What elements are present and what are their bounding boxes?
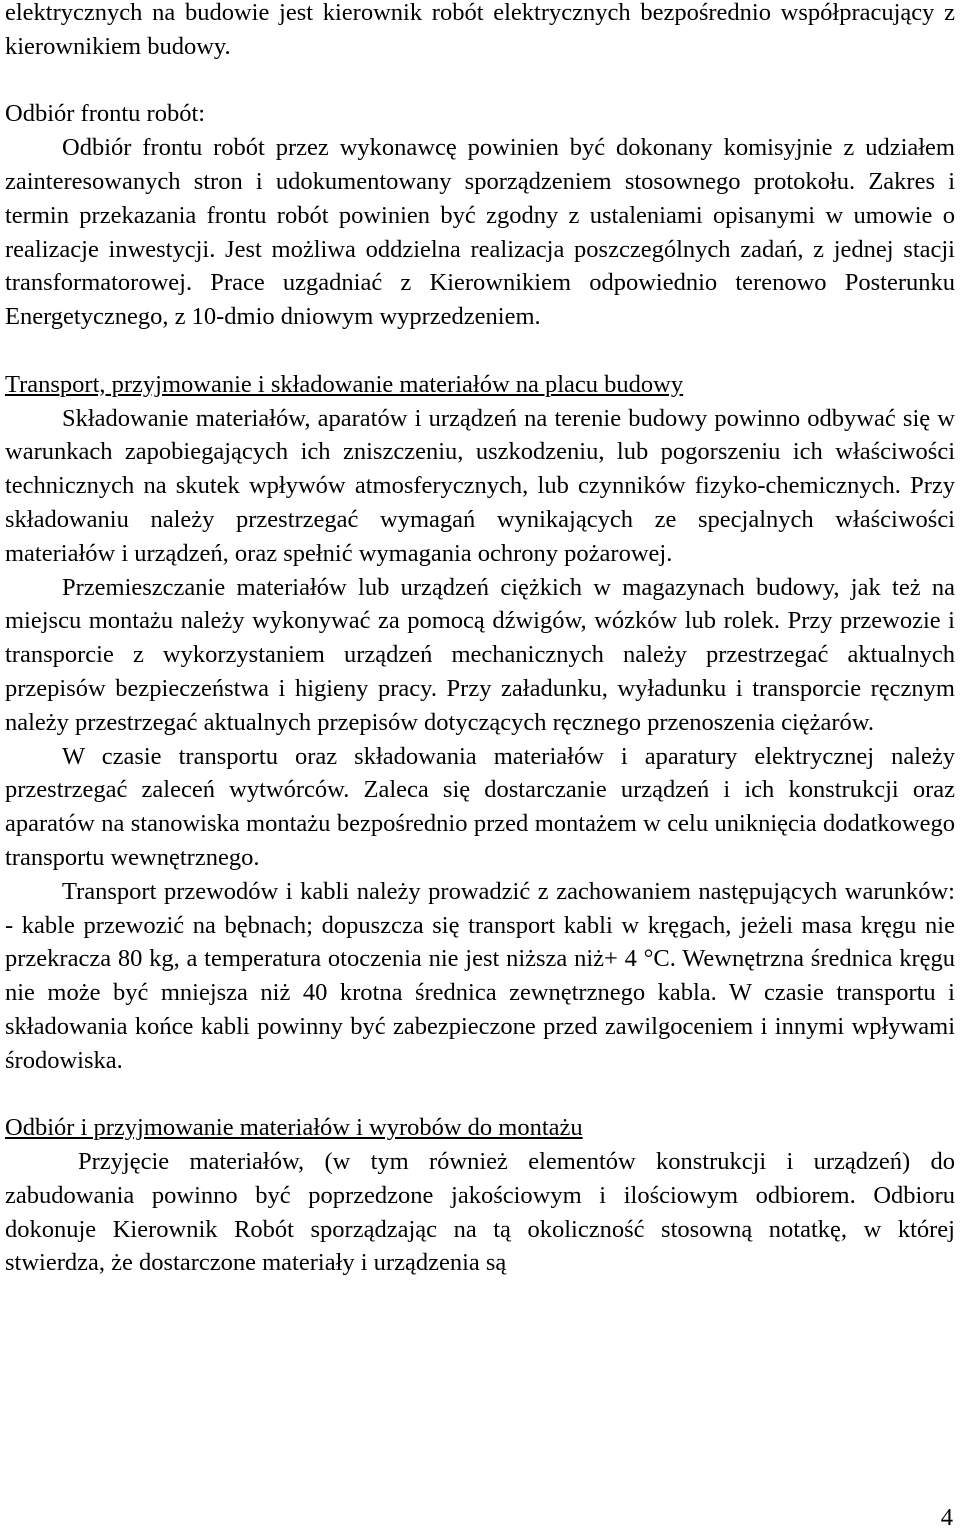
paragraph-manufacturer-recommendations: W czasie transportu oraz składowania materiałów i aparatury elektrycznej należy przestrzegać zaleceń wytwórców. Zaleca się dostarczanie urządzeń i ich konstrukcji oraz aparatów na stanowiska montażu bezpośrednio przed montażem w celu uniknięcia dodatkowego transportu wewnętrznego. bbox=[5, 742, 955, 871]
page-number: 4 bbox=[940, 1504, 953, 1531]
paragraph-moving: Przemieszczanie materiałów lub urządzeń ciężkich w magazynach budowy, jak też na miejscu montażu należy wykonywać za pomocą dźwigów, wózków lub rolek. Przy przewozie i transporcie z wykorzystaniem urządzeń mechanicznych należy przestrzegać aktualnych przepisów bezpieczeństwa i higieny pracy. Przy załadunku, wyładunku i transporcie ręcznym należy przestrzegać aktualnych przepisów dotyczących ręcznego przenoszenia ciężarów. bbox=[5, 573, 955, 736]
document-page bbox=[5, 0, 955, 1280]
section-body-material-acceptance: Przyjęcie materiałów, (w tym również elementów konstrukcji i urządzeń) do zabudowania powinno być poprzedzone jakościowym i ilościowym odbiorem. Odbioru dokonuje Kierownik Robót sporządzając na tą okoliczność stosowną notatkę, w której stwierdza, że dostarczone materiały i urządzenia są bbox=[5, 1148, 955, 1277]
paragraph-storage: Składowanie materiałów, aparatów i urządzeń na terenie budowy powinno odbywać się w warunkach zapobiegających ich zniszczeniu, uszkodzeniu, lub pogorszeniu ich właściwości technicznych na skutek wpływów atmosferycznych, lub czynników fizyko-chemicznych. Przy składowaniu należy przestrzegać wymagań wynikających ze specjalnych właściwości materiałów i urządzeń, oraz spełnić wymagania ochrony pożarowej. bbox=[5, 404, 955, 567]
section-body-front-acceptance: Odbiór frontu robót przez wykonawcę powinien być dokonany komisyjnie z udziałem zainteresowanych stron i udokumentowany sporządzeniem stosownego protokołu. Zakres i termin przekazania frontu robót powinien być zgodny z ustaleniami opisanymi w umowie o realizacje inwestycji. Jest możliwa oddzielna realizacja poszczególnych zadań, z jednej stacji transformatorowej. Prace uzgadniać z Kierownikiem odpowiednio terenowo Posterunku Energetycznego, z 10-dmio dniowym wyprzedzeniem. bbox=[5, 134, 955, 331]
paragraph-cable-transport: Transport przewodów i kabli należy prowadzić z zachowaniem następujących warunków: - kable przewozić na bębnach; dopuszcza się transport kabli w kręgach, jeżeli masa kręgu nie przekracza 80 kg, a temperatura otoczenia nie jest niższa niż+ 4 °C. Wewnętrzna średnica kręgu nie może być mniejsza niż 40 krotna średnica zewnętrznego kabla. W czasie transportu i składowania końce kabli powinny być zabezpieczone przed zawilgoceniem i innymi wpływami środowiska. bbox=[5, 877, 955, 1074]
spacer bbox=[5, 64, 955, 98]
spacer bbox=[5, 1078, 955, 1112]
section-heading-material-acceptance: Odbiór i przyjmowanie materiałów i wyrobów do montażu bbox=[5, 1114, 583, 1142]
spacer bbox=[5, 334, 955, 368]
section-heading-transport: Transport, przyjmowanie i składowanie materiałów na placu budowy bbox=[5, 370, 684, 398]
continuation-paragraph: elektrycznych na budowie jest kierownik robót elektrycznych bezpośrednio współpracujący z kierownikiem budowy. bbox=[5, 0, 955, 60]
section-heading-front-acceptance: Odbiór frontu robót: bbox=[5, 100, 206, 128]
